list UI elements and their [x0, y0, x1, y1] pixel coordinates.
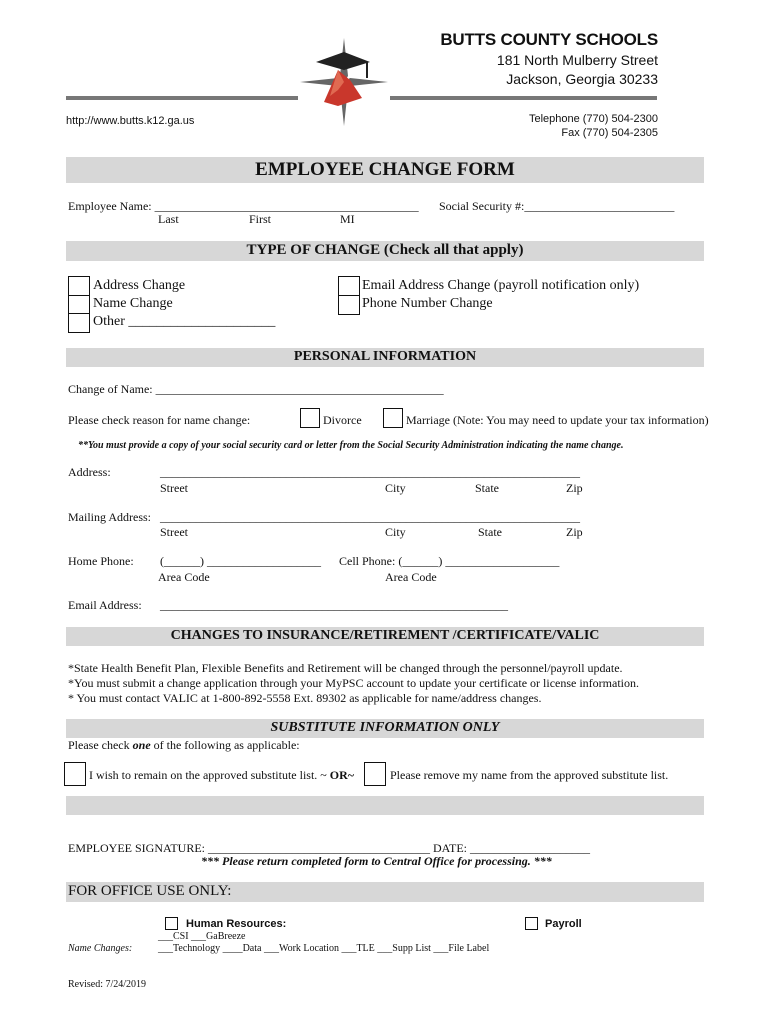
office-row-2: ___Technology ____Data ___Work Location ___TLE ___Supp List ___File Label [158, 943, 490, 954]
remove-substitute-label: Please remove my name from the approved substitute list. [390, 768, 669, 782]
substitute-bar [66, 719, 704, 738]
home-area-code-label: Area Code [158, 570, 210, 584]
substitute-title: SUBSTITUTE INFORMATION ONLY [270, 720, 500, 735]
marriage-checkbox[interactable] [383, 408, 403, 428]
address-zip-label: Zip [566, 481, 583, 495]
mailing-state-label: State [478, 525, 502, 539]
cell-area-code-label: Area Code [385, 570, 437, 584]
label-first: First [249, 212, 272, 226]
type-of-change-bar [66, 241, 704, 261]
substitute-instruction-pre: Please check [68, 738, 133, 752]
substitute-instruction-post: of the following as applicable: [150, 738, 300, 752]
office-row-1: ___CSI ___GaBreeze [158, 931, 246, 942]
mailing-city-label: City [385, 525, 406, 539]
address-label: Address: [68, 465, 111, 479]
header-rule-left [66, 96, 298, 100]
name-changes-label: Name Changes: [68, 943, 133, 954]
remove-substitute-checkbox[interactable] [364, 762, 386, 786]
address-state-label: State [475, 481, 499, 495]
label-last: Last [158, 212, 179, 226]
name-change-checkbox[interactable] [68, 295, 90, 315]
blank-shaded-bar [66, 796, 704, 815]
mailing-address-label: Mailing Address: [68, 510, 151, 524]
school-fax: Fax (770) 504-2305 [561, 127, 658, 139]
school-telephone: Telephone (770) 504-2300 [528, 113, 658, 125]
insurance-note-1: *State Health Benefit Plan, Flexible Benefits and Retirement will be changed through the personnel/payroll update. [68, 661, 623, 675]
divorce-label: Divorce [323, 413, 362, 427]
school-name: BUTTS COUNTY SCHOOLS [440, 30, 658, 49]
name-change-notice: **You must provide a copy of your social security card or letter from the Social Security Administration indicating the name change. [78, 440, 624, 451]
home-phone-field[interactable]: (______) ___________________ [160, 554, 321, 568]
remain-substitute-label [89, 768, 354, 783]
substitute-instruction-em: one [132, 738, 151, 752]
personal-info-bar [66, 348, 704, 367]
insurance-note-2: *You must submit a change application through your MyPSC account to update your certificate or license information. [68, 676, 639, 690]
type-of-change-title: TYPE OF CHANGE (Check all that apply) [246, 242, 524, 258]
form-title: EMPLOYEE CHANGE FORM [255, 159, 515, 180]
revised-date: Revised: 7/24/2019 [68, 979, 147, 990]
remain-substitute-checkbox[interactable] [64, 762, 86, 786]
address-change-checkbox[interactable] [68, 276, 90, 296]
mailing-address-field[interactable]: ______________________________________________________________________ [160, 510, 580, 524]
label-mi: MI [340, 212, 355, 226]
other-change-field[interactable]: Other _____________________ [93, 314, 276, 329]
payroll-checkbox[interactable] [525, 917, 538, 930]
hr-label: Human Resources: [186, 918, 287, 930]
office-use-title: FOR OFFICE USE ONLY: [68, 883, 232, 899]
divorce-checkbox[interactable] [300, 408, 320, 428]
substitute-instruction [68, 738, 300, 753]
address-field[interactable]: ______________________________________________________________________ [160, 465, 580, 479]
mailing-street-label: Street [160, 525, 188, 539]
employee-name-field[interactable]: Employee Name: ____________________________________________ [68, 199, 419, 213]
insurance-note-3: * You must contact VALIC at 1-800-892-5558 Ext. 89302 as applicable for name/address changes. [68, 691, 542, 705]
other-change-checkbox[interactable] [68, 313, 90, 333]
school-street: 181 North Mulberry Street [496, 52, 658, 68]
home-phone-label: Home Phone: [68, 554, 134, 568]
ssn-field[interactable]: Social Security #:_________________________ [439, 199, 675, 213]
cell-phone-field[interactable]: Cell Phone: (______) ___________________ [339, 554, 560, 568]
school-city-state: Jackson, Georgia 30233 [506, 71, 658, 87]
change-of-name-field[interactable]: Change of Name: ________________________________________________ [68, 382, 444, 396]
email-address-field[interactable]: __________________________________________________________ [160, 598, 508, 612]
insurance-title: CHANGES TO INSURANCE/RETIREMENT /CERTIFICATE/VALIC [170, 628, 600, 643]
signature-date-field[interactable]: EMPLOYEE SIGNATURE: _____________________________________ DATE: ____________________ [68, 841, 590, 855]
address-street-label: Street [160, 481, 188, 495]
hr-checkbox[interactable] [165, 917, 178, 930]
email-change-checkbox[interactable] [338, 276, 360, 296]
school-website: http://www.butts.k12.ga.us [66, 115, 195, 127]
insurance-bar [66, 627, 704, 646]
name-change-label: Name Change [93, 296, 173, 311]
phone-change-label: Phone Number Change [362, 296, 493, 311]
address-change-label: Address Change [93, 278, 186, 293]
payroll-label: Payroll [545, 918, 582, 930]
marriage-label: Marriage (Note: You may need to update your tax information) [406, 413, 709, 427]
phone-change-checkbox[interactable] [338, 295, 360, 315]
personal-info-title: PERSONAL INFORMATION [293, 349, 477, 364]
mailing-zip-label: Zip [566, 525, 583, 539]
email-address-label: Email Address: [68, 598, 142, 612]
email-change-label: Email Address Change (payroll notification only) [362, 278, 640, 293]
address-city-label: City [385, 481, 406, 495]
form-title-bar [66, 157, 704, 183]
school-logo-icon [298, 36, 390, 128]
return-note: *** Please return completed form to Central Office for processing. *** [201, 854, 552, 868]
header-rule-right [390, 96, 657, 100]
or-separator: OR~ [329, 768, 355, 782]
remain-substitute-text: I wish to remain on the approved substitute list. ~ [89, 768, 327, 782]
name-change-reason-label: Please check reason for name change: [68, 413, 251, 427]
office-use-bar [66, 882, 704, 902]
